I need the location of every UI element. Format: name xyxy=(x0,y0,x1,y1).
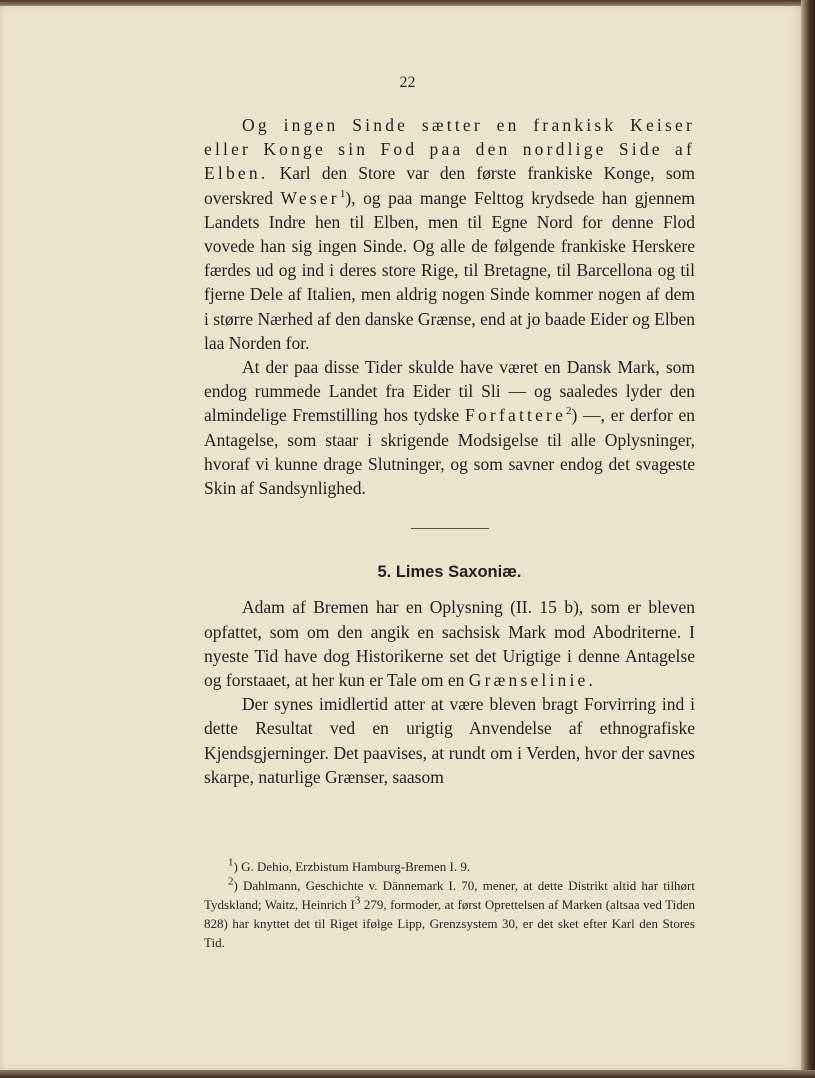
section-heading: 5. Limes Saxoniæ. xyxy=(377,563,522,582)
paragraph-2-before: At der paa disse Tider skulde have været en Dansk Mark, som endog rummede Landet fra Eider til Sli — og saaledes lyder den almindelige Fremstilling hos tydske xyxy=(204,357,695,426)
section-divider xyxy=(411,528,489,529)
paragraph-3-after: . xyxy=(588,670,593,691)
footnotes xyxy=(204,857,695,952)
paragraph-3 xyxy=(204,595,695,692)
footnote-2-mark: 2 xyxy=(228,875,234,888)
paragraph-3-before: Adam af Bremen har en Oplysning (II. 15 b), som er bleven opfattet, som om den angik en sachsisk Mark mod Abodriterne. I nyeste Tid have dog Historikerne set det Urigtige i denne Antagelse og forstaaet, at her kun er Tale om en xyxy=(204,597,695,691)
footnote-1-mark: 1 xyxy=(228,856,234,869)
footnote-2 xyxy=(204,876,695,952)
footnote-1-text: ) G. Dehio, Erzbistum Hamburg-Bremen I. 9. xyxy=(233,859,471,874)
footnote-2-before: ) Dahlmann, Geschichte v. Dännemark I. 70, mener, at dette Distrikt altid har tilhørt Tydskland; Waitz, Heinrich I xyxy=(204,878,695,912)
footnote-2-edition: 3 xyxy=(354,894,361,907)
paragraph-2-after: ) —, er derfor en Antagelse, som staar i skrigende Modsigelse til alle Oplysninger, hvoraf vi kunne drage Slutninger, og som savner endog det svageste Skin af Sandsynlighed. xyxy=(204,405,695,499)
footnote-ref-2: 2 xyxy=(566,405,572,418)
page-bottom-edge xyxy=(0,1070,815,1078)
footnote-2-after: 279, formoder, at først Oprettelsen af Marken (altsaa ved Tiden 828) har knyttet det til Riget ifølge Lipp, Grenzsystem 30, er det sket efter Karl den Stores Tid. xyxy=(204,897,695,950)
spaced-word-graenselinie: Grænselinie xyxy=(468,670,589,691)
footnote-ref-1: 1 xyxy=(339,187,346,200)
page-number: 22 xyxy=(399,74,416,91)
paragraph-4: Der synes imidlertid atter at være bleven bragt Forvirring ind i dette Resultat ved en urigtig Anvendelse af ethnografiske Kjendsgjerninger. Det paavises, at rundt om i Verden, hvor der savnes skarpe, naturlige Grænser, saasom xyxy=(204,694,695,787)
paragraph-1-rest: Karl den Store var den første frankiske Konge, som overskred xyxy=(204,163,695,208)
paragraph-1-lead: Og ingen Sinde sætter en frankisk Keiser eller Konge sin Fod paa den nordlige Side af Elben. xyxy=(204,115,695,184)
spaced-word-weser: Weser xyxy=(280,187,340,208)
footnote-1 xyxy=(204,857,695,876)
paragraph-1-tail: ), og paa mange Felttog krydsede han gjennem Landets Indre hen til Elben, men til Egne Nord for denne Flod vovede han sig ingen Sinde. Og alle de følgende frankiske Herskere færdes ud og ind i deres store Rige, til Bretagne, til Barcellona og til fjerne Dele af Italien, men aldrig nogen Sinde kommer nogen af dem i større Nærhed af den danske Grænse, end at jo baade Eider og Elben laa Norden for. xyxy=(204,187,695,353)
page-top-edge xyxy=(0,0,815,6)
page-right-edge xyxy=(801,0,815,1078)
paragraph-1 xyxy=(204,113,695,355)
main-text xyxy=(204,113,695,789)
spaced-word-forfattere: Forfattere xyxy=(465,405,567,426)
paragraph-2 xyxy=(204,355,695,500)
